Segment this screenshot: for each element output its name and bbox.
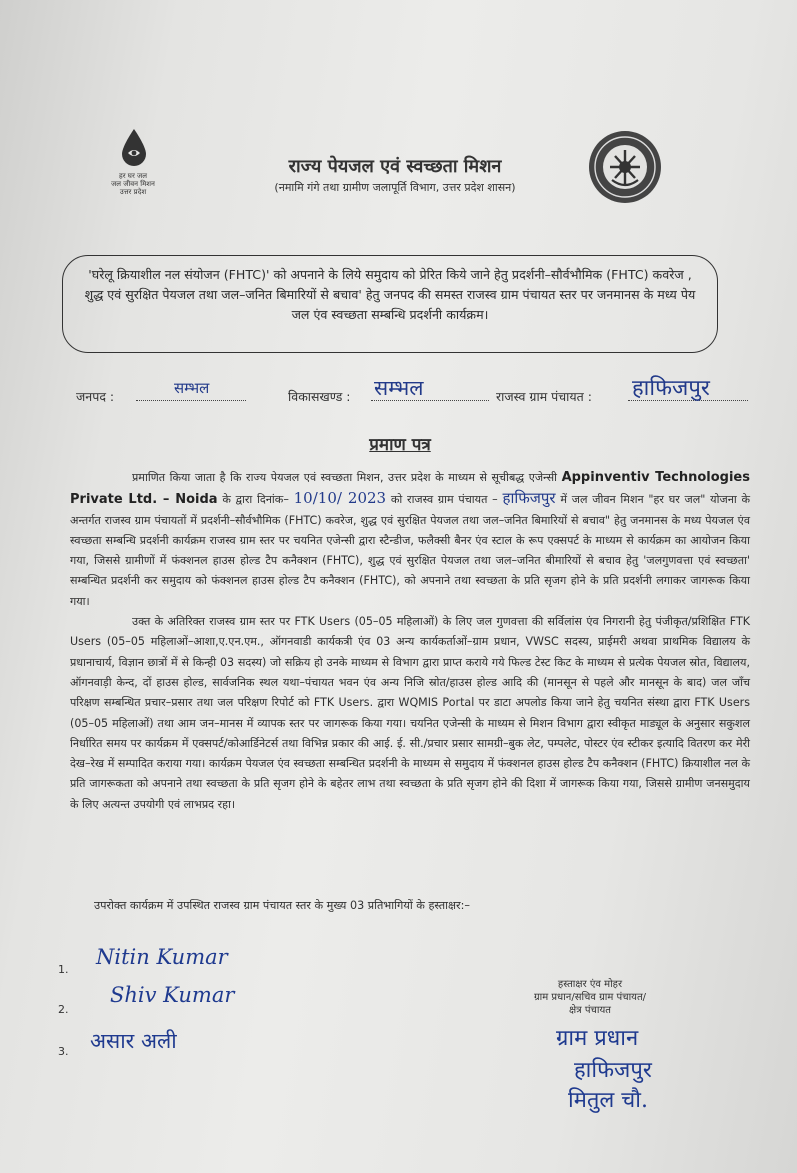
district-label: जनपद :: [76, 389, 115, 404]
block-label: विकासखण्ड :: [288, 389, 351, 404]
seal-line-1: हस्ताक्षर एंव मोहर: [557, 979, 623, 990]
seal-line-2: ग्राम प्रधान/सचिव ग्राम पंचायत/: [533, 992, 647, 1003]
p1-part-d: में जल जीवन मिशन "हर घर जल" योजना के अन्तर्गत राजस्व ग्राम पंचायतों में प्रदर्शनी–सौर्वभौमिक (FHTC) कवरेज, शुद्ध एवं सुरक्षित पेयजल तथा जल–जनित बिमारियों से बचाव" हेतु जनमानस के मध्य पेयजल एंव स्वच्छता सम्बन्धि प्रदर्शनी कार्यक्रम राजस्व ग्राम स्तर पर चयनित एजेन्सी द्वारा स्टैन्डीज, फलैक्सी बैनर एंव स्टाल के रूप एक्सपर्ट के माध्यम से कार्यक्रम का आयोजन किया गया, जिससे ग्रामीणों में फंक्शनल हाउस होल्ड टैप कनैक्शन (FHTC), शुद्ध एवं सुरक्षित पेयजल तथा जल–जनित बीमारियों से बचाव हेतु 'जलगुणवत्ता एवं स्वच्छता' सम्बन्धित प्रदर्शनी कर समुदाय को फंक्शनल हाउस होल्ड टैप कनैक्शन (FHTC), को अपनाने तथा स्वच्छता के प्रति सृजग होने के प्रति प्रदर्शनी लगाकर जागरूक किया गया।: [70, 493, 751, 608]
signer-row-1: [58, 945, 228, 976]
agency-name: Appinventiv Technologies Private Ltd. – Noida: [70, 470, 750, 508]
signer-number: 3.: [58, 1045, 69, 1058]
signer-row-2: [58, 983, 235, 1016]
certificate-title: प्रमाण पत्र: [369, 435, 431, 455]
paragraph-1: [70, 468, 750, 612]
pradhan-stamp-line-1: ग्राम प्रधान: [556, 1026, 639, 1051]
logo-caption: हर घर जल जल जीवन मिशन उत्तर प्रदेश: [111, 172, 155, 196]
mission-subtitle: (नमामि गंगे तथा ग्रामीण जलापूर्ति विभाग, उत्तर प्रदेश शासन): [274, 181, 516, 194]
program-date: 10/10/ 2023: [293, 489, 387, 508]
seal-caption: [470, 978, 710, 1017]
certificate-body: [70, 468, 750, 815]
signer-signature: Shiv Kumar: [110, 983, 235, 1007]
location-fields: [76, 376, 756, 420]
signer-signature: Nitin Kumar: [96, 945, 228, 969]
subject-text: 'घरेलू क्रियाशील नल संयोजन (FHTC)' को अपनाने के लिये समुदाय को प्रेरित किये जाने हेतु प्रदर्शनी–सौर्वभौमिक (FHTC) कवरेज , शुद्ध एवं सुरक्षित पेयजल तथा जल–जनित बिमारियों से बचाव' हेतु जनपद की समस्त राजस्व ग्राम पंचायत स्तर पर जनमानस के मध्य पेय जल एंव स्वच्छता सम्बन्धि प्रदर्शनी कार्यक्रम।: [84, 267, 696, 322]
attendance-note: उपरोक्त कार्यक्रम में उपस्थित राजस्व ग्राम पंचायत स्तर के मुख्य 03 प्रतिभागियों के हस्ताक्षर:–: [94, 899, 470, 912]
signer-row-3: [58, 1029, 177, 1058]
block-value: सम्भल: [374, 376, 424, 400]
paragraph-2: उक्त के अतिरिक्त राजस्व ग्राम स्तर पर FTK Users (05–05 महिलाओं) के लिए जल गुणवत्ता की सर्विलांस एंव निगरानी हेतु पंजीकृत/प्रशिक्षित FTK Users (05–05 महिलाओं–आशा,ए.एन.एम., ऑगनवाडी कार्यकत्री एंव 03 अन्य कार्यकर्ताओं–ग्राम प्रधान, VWSC सदस्य, प्राईमरी अथवा प्राथमिक विद्यालय के प्रधानाचार्य, विज्ञान छात्रों में से किन्ही 03 सदस्य) जो सक्रिय हो उनके माध्यम से विभाग द्वारा प्राप्त कराये गये फिल्ड टेस्ट किट के माध्यम से प्रत्येक पेयजल स्रोत, विद्यालय, ऑगनवाड़ी केन्द, दों हाउस होल्ड, सार्वजनिक स्थल यथा–पंचायत भवन एंव अन्य निजि स्रोत/हाउस होल्ड आदि की (मानसून से पहले और मानसून के बाद) जल जाँच परिक्षण सम्बन्धित प्रचार–प्रसार तथा जल परिक्षण रिपोर्ट को FTK Users. द्वारा WQMIS Portal पर डाटा अपलोड किया जाने हेतु चयनित संस्था द्वारा FTK Users (05–05 महिलाओं) तथा आम जन–मानस में व्यापक स्तर पर जागरूक किया गया। चयनित एजेन्सी के माध्यम से मिशन विभाग द्वारा स्वीकृत माड्यूल के अनुसार सकुशल निर्धारित समय पर कार्यक्रम में एक्सपर्ट/कोआर्डिनेटर्स तथा विभिन्न प्रकार की आई. ई. सी./प्रचार प्रसार सामग्री–बुक लेट, पम्पलेट, पोस्टर एंव स्टीकर इत्यादि वितरण कर मेरी देख–रेख में सम्पादित कराया गया। कार्यक्रम पेयजल एंव स्वच्छता सम्बन्धित प्रदर्शनी के माध्यम से समुदाय में फंक्शनल हाउस होल्ड टैप कनैक्शन (FHTC) क्रियाशील नल के प्रति जागरूकता को अपनाने तथा स्वच्छता के प्रति सृजग होने के बहेतर लाभ तथा स्वच्छता के प्रति सृजग होने की दिशा में जागरूक किया गया, जिससे ग्रामीण जनसमुदाय के लिए अत्यन्त उपयोगी एवं लाभप्रद रहा।: [70, 615, 750, 811]
p1-part-b: के द्वारा दिनांक–: [222, 493, 289, 507]
subject-box: [62, 255, 718, 353]
gram-panchayat-value: हाफिजपुर: [632, 376, 710, 401]
signer-number: 1.: [58, 963, 69, 976]
gram-panchayat-inline: हाफिजपुर: [502, 489, 556, 508]
district-dots: [136, 400, 246, 401]
mission-title: राज्य पेयजल एवं स्वच्छता मिशन: [288, 156, 502, 177]
gram-panchayat-label: राजस्व ग्राम पंचायत :: [496, 389, 592, 404]
district-value: सम्भल: [174, 379, 210, 397]
pradhan-stamp-line-3: मितुल चौ.: [568, 1088, 648, 1113]
pradhan-stamp-line-2: हाफिजपुर: [574, 1058, 652, 1083]
seal-line-3: क्षेत्र पंचायत: [569, 1005, 611, 1016]
signer-signature: असार अली: [90, 1029, 177, 1053]
p1-part-a: प्रमाणित किया जाता है कि राज्य पेयजल एवं स्वच्छता मिशन, उत्तर प्रदेश के माध्यम से सूचीबद्ध एजेन्सी: [132, 471, 558, 484]
p1-part-c: को राजस्व ग्राम पंचायत –: [390, 493, 498, 507]
state-emblem-icon: [586, 128, 664, 206]
water-drop-icon: [120, 128, 148, 168]
signer-number: 2.: [58, 1003, 69, 1016]
har-ghar-jal-logo: [102, 128, 164, 208]
